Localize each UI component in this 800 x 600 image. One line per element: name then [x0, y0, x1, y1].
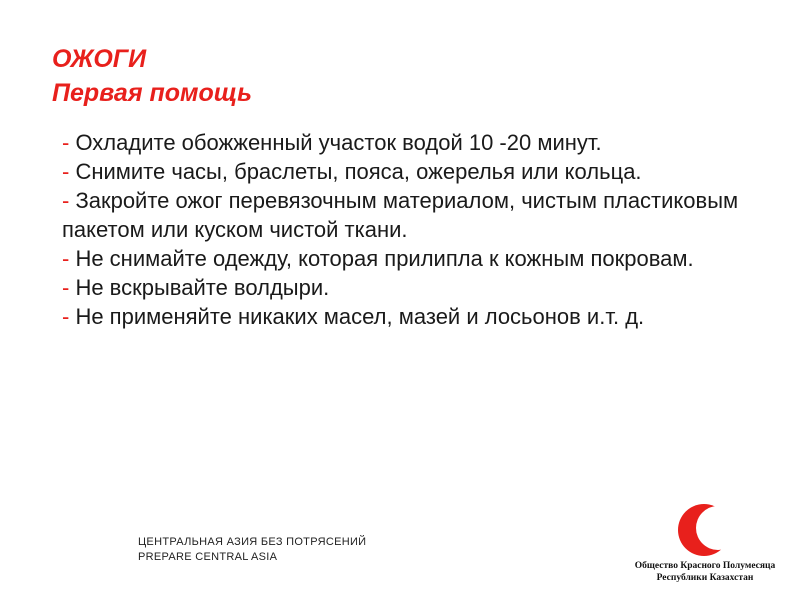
list-item [62, 244, 742, 273]
title-line-2: Первая помощь [52, 79, 253, 107]
list-item-text: Снимите часы, браслеты, пояса, ожерелья или кольца. [69, 159, 642, 184]
list-dash: - [62, 275, 70, 300]
footer-project-name [138, 535, 366, 565]
logo-caption [620, 560, 790, 584]
list-dash: - [62, 130, 70, 155]
first-aid-list [62, 128, 742, 331]
list-item-text: Не применяйте никаких масел, мазей и лосьонов и.т. д. [69, 304, 645, 329]
slide-title [52, 42, 252, 110]
list-item-text: Не вскрывайте волдыри. [69, 275, 330, 300]
list-dash: - [62, 246, 70, 271]
red-crescent-logo [620, 500, 790, 592]
footer-line-2: PREPARE CENTRAL ASIA [138, 551, 278, 563]
logo-caption-line-1: Общество Красного Полумесяца [634, 561, 776, 571]
list-item-text: Не снимайте одежду, которая прилипла к кожным покровам. [69, 246, 694, 271]
list-dash: - [62, 188, 70, 213]
list-dash: - [62, 159, 70, 184]
footer-line-1: ЦЕНТРАЛЬНАЯ АЗИЯ БЕЗ ПОТРЯСЕНИЙ [138, 536, 367, 548]
red-crescent-icon [666, 502, 742, 562]
list-item [62, 302, 742, 331]
list-item-text: Закройте ожог перевязочным материалом, чистым пластиковым пакетом или куском чистой ткани. [62, 188, 739, 242]
list-item [62, 157, 742, 186]
list-item [62, 273, 742, 302]
title-line-1: ОЖОГИ [52, 45, 147, 73]
list-item [62, 128, 742, 157]
list-item [62, 186, 742, 244]
list-dash: - [62, 304, 70, 329]
list-item-text: Охладите обожженный участок водой 10 -20 минут. [69, 130, 602, 155]
logo-caption-line-2: Республики Казахстан [656, 573, 754, 583]
